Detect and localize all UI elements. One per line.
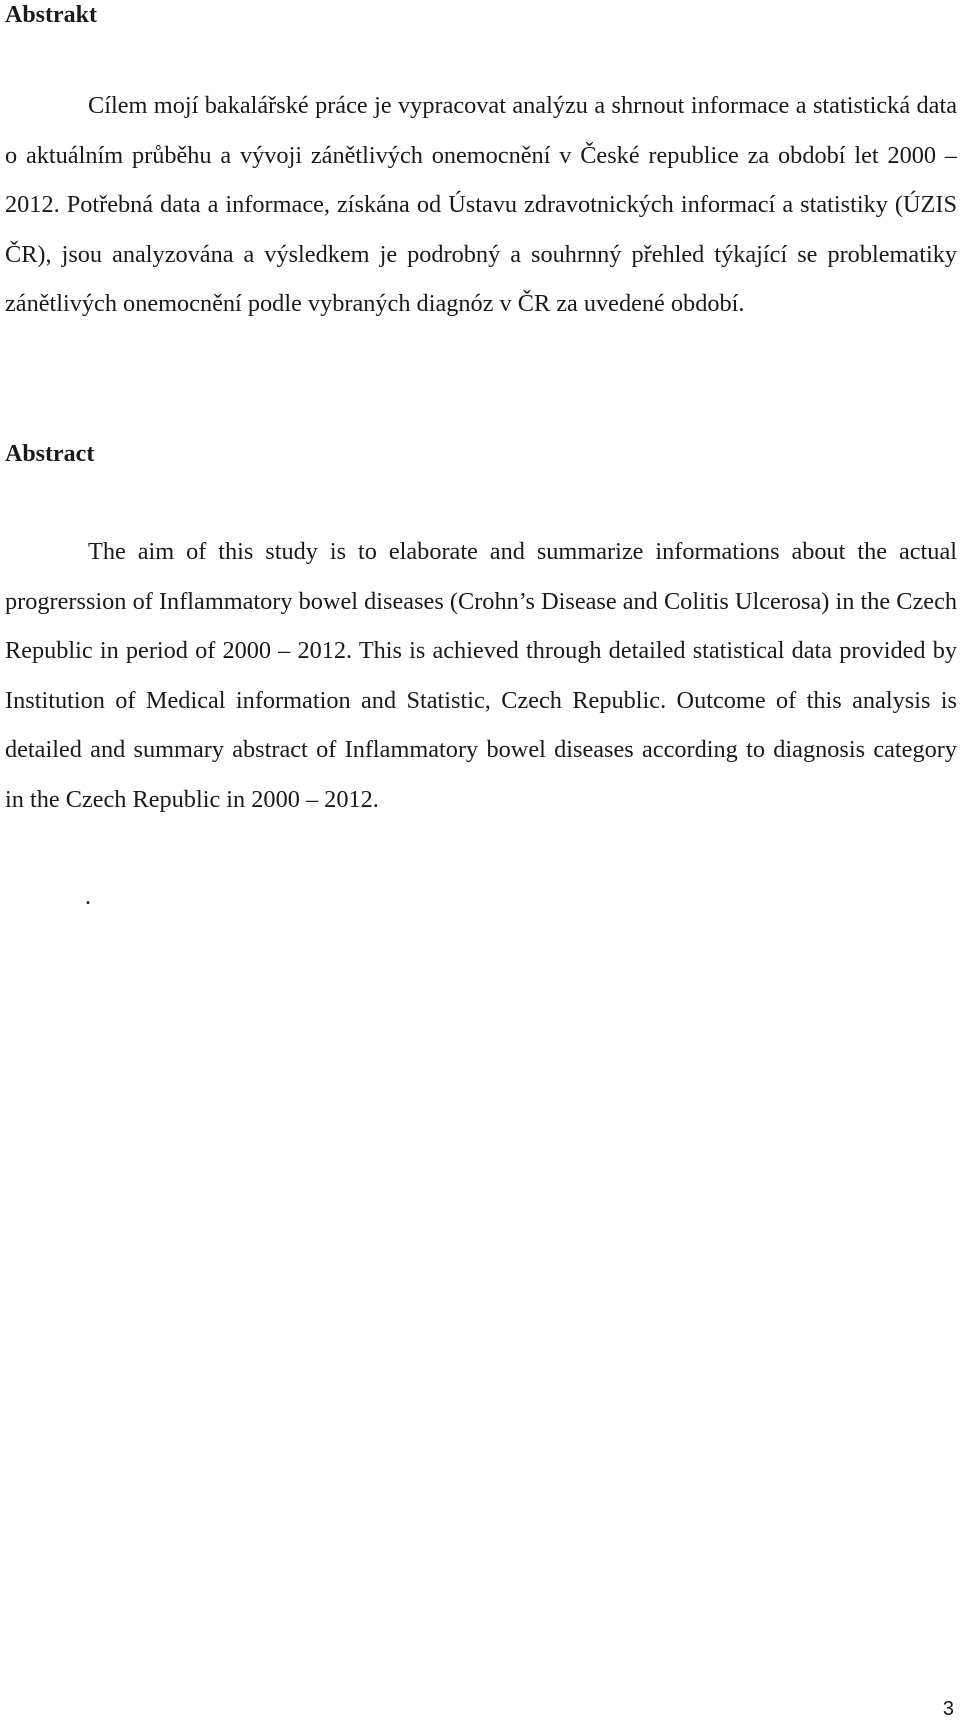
stray-period: . (85, 884, 91, 910)
abstract-cz-heading: Abstrakt (5, 2, 98, 28)
abstract-cz-paragraph: Cílem mojí bakalářské práce je vypracovat analýzu a shrnout informace a statistická data o aktuálním průběhu a vývoji zánětlivých onemocnění v České republice za období let 2000 – 2012. Potřebná data a informace, získána od Ústavu zdravotnických informací a statistiky (ÚZIS ČR), jsou analyzována a výsledkem je podrobný a souhrnný přehled týkající se problematiky zánětlivých onemocnění podle vybraných diagnóz v ČR za uvedené období. (5, 92, 957, 318)
abstract-en-paragraph: The aim of this study is to elaborate and summarize informations about the actual progrerssion of Inflammatory bowel diseases (Crohn’s Disease and Colitis Ulcerosa) in the Czech Republic in period of 2000 – 2012. This is achieved through detailed statistical data provided by Institution of Medical information and Statistic, Czech Republic. Outcome of this analysis is detailed and summary abstract of Inflammatory bowel diseases according to diagnosis category in the Czech Republic in 2000 – 2012. (5, 538, 957, 813)
abstract-en-heading: Abstract (5, 441, 95, 467)
page-number: 3 (942, 1698, 954, 1720)
